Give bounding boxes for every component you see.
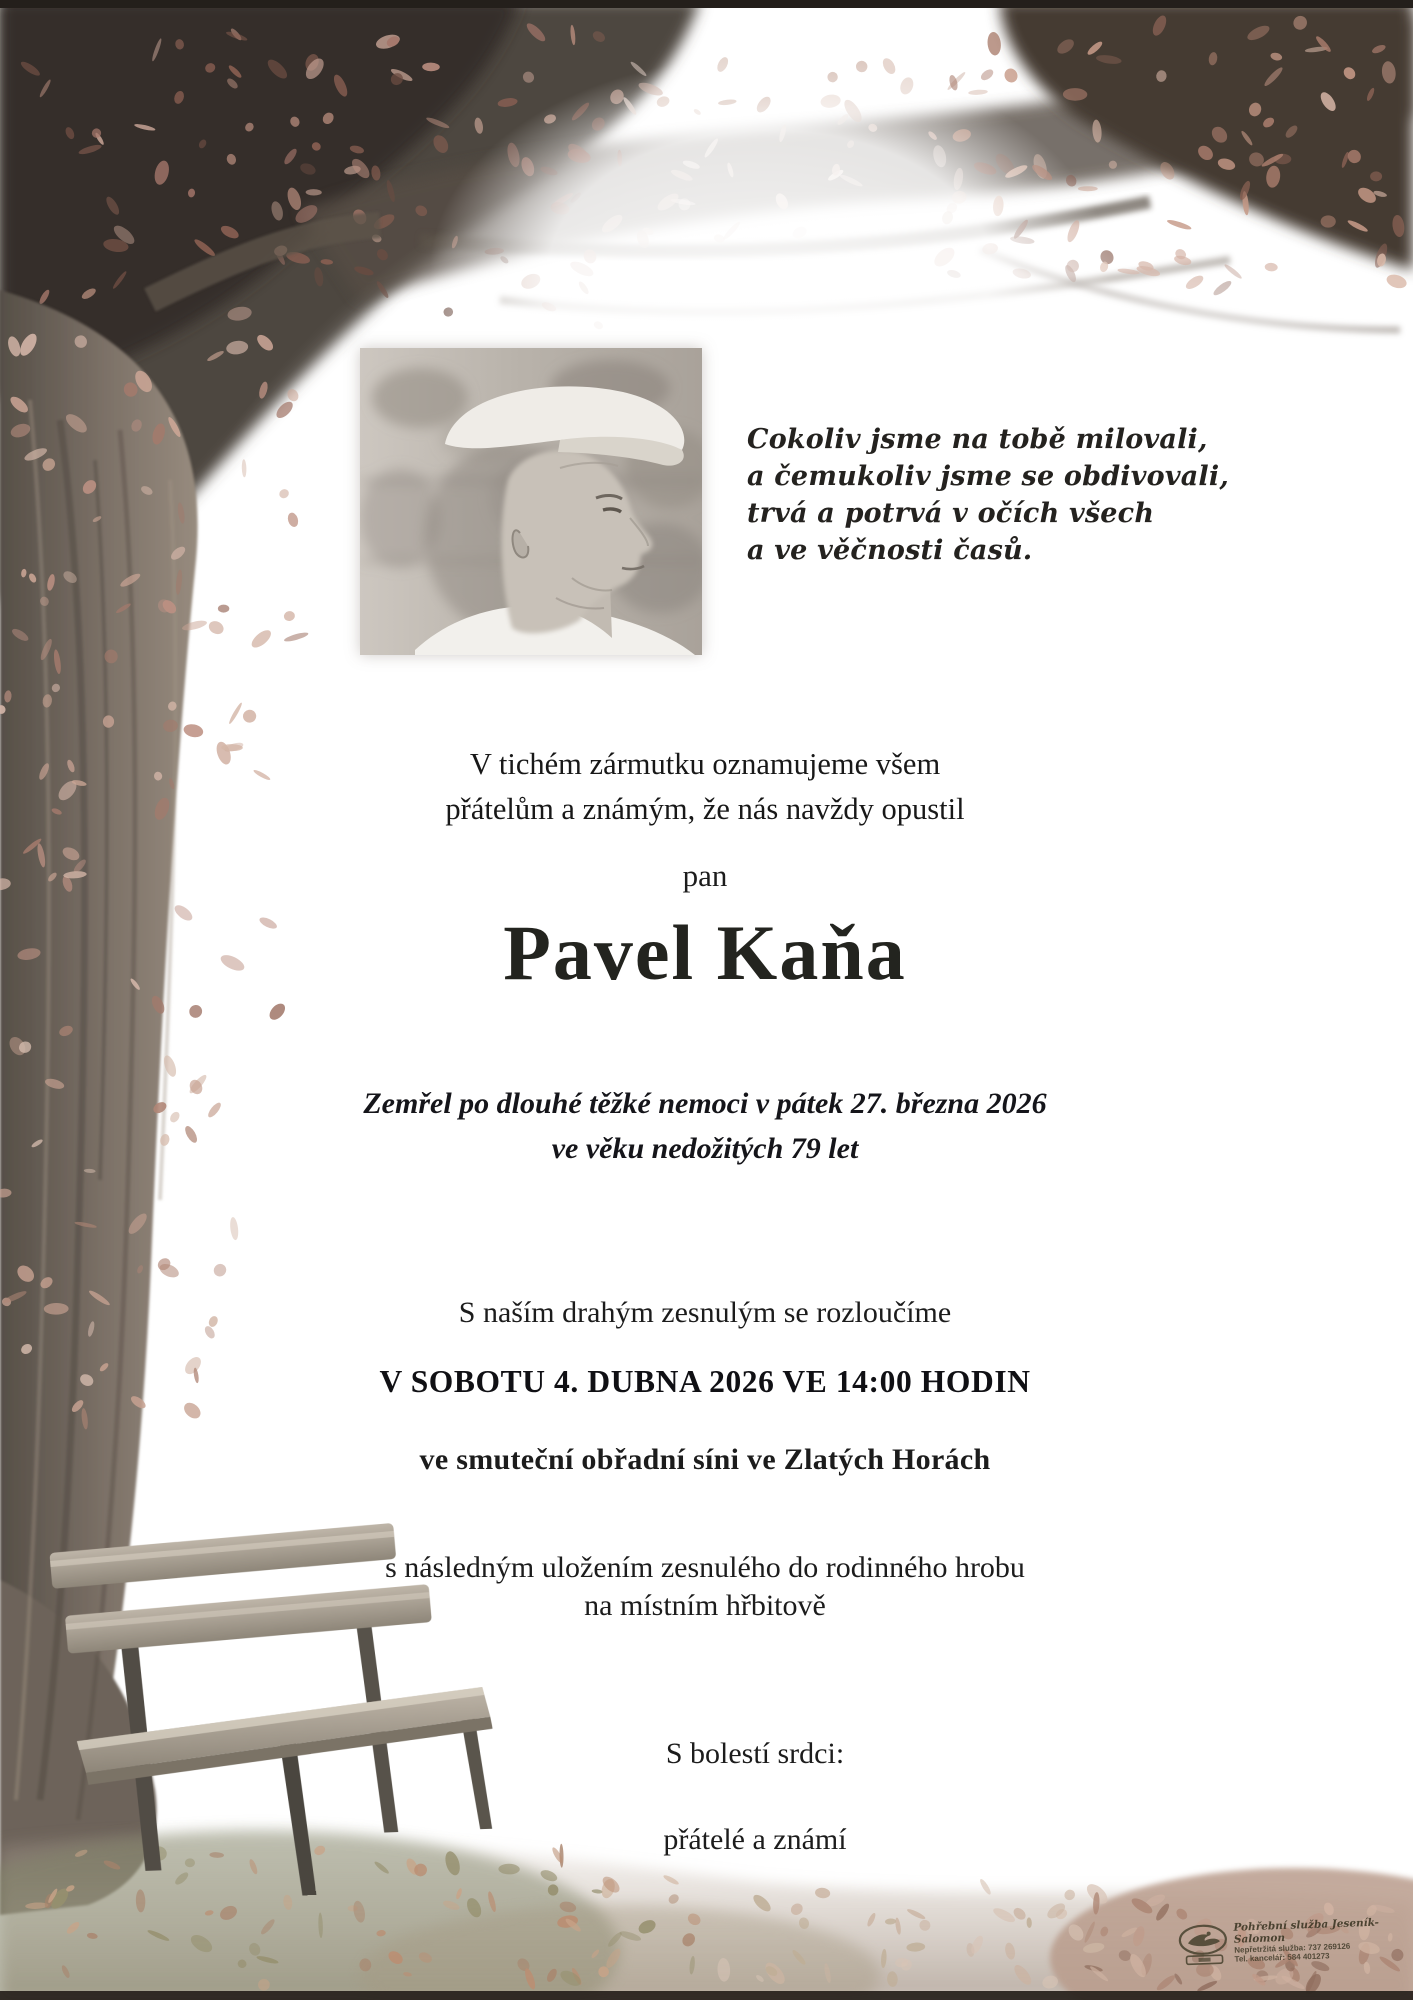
memorial-quote bbox=[747, 421, 1267, 569]
quote-line: trvá a potrvá v očích všech bbox=[747, 498, 1155, 529]
deceased-name: Pavel Kaňa bbox=[503, 909, 907, 996]
quote-line: Cokoliv jsme na tobě milovali, bbox=[747, 424, 1208, 455]
funeral-home-office-phone: Tel. kancelář: 584 401273 bbox=[1234, 1951, 1330, 1965]
death-details-line: Zemřel po dlouhé těžké nemoci v pátek 27. března 2026 bbox=[363, 1087, 1047, 1120]
scan-border-top bbox=[0, 0, 1413, 8]
closing-grief-line: S bolestí srdci: bbox=[665, 1737, 845, 1770]
burial-details bbox=[20, 1549, 1390, 1625]
burial-line: s následným uložením zesnulého do rodinného hrobu bbox=[385, 1551, 1025, 1584]
burial-line: na místním hřbitově bbox=[584, 1589, 826, 1622]
scan-border-bottom bbox=[0, 1991, 1413, 2000]
portrait-photo-image bbox=[360, 348, 702, 655]
funeral-home-name: Pohřební služba Jeseník-Salomon bbox=[1233, 1916, 1380, 1946]
death-details-line: ve věku nedožitých 79 let bbox=[551, 1132, 859, 1165]
death-details bbox=[20, 1081, 1390, 1171]
farewell-intro: S naším drahým zesnulým se rozloučíme bbox=[458, 1296, 952, 1329]
funeral-home-service-phone: Nepřetržitá služba: 737 269126 bbox=[1234, 1941, 1351, 1955]
announcement-line: V tichém zármutku oznamujeme všem bbox=[469, 747, 941, 781]
mourners-line: přátelé a známí bbox=[663, 1823, 847, 1856]
announcement-text bbox=[20, 742, 1390, 832]
funeral-home-logo-icon bbox=[1177, 1922, 1231, 1968]
funeral-home-stamp bbox=[1177, 1916, 1388, 1967]
quote-line: a ve věčnosti časů. bbox=[747, 535, 1033, 566]
portrait-photo bbox=[360, 348, 702, 655]
salutation: pan bbox=[682, 858, 728, 893]
farewell-datetime: V SOBOTU 4. DUBNA 2026 VE 14:00 HODIN bbox=[379, 1364, 1031, 1399]
quote-line: a čemukoliv jsme se obdivovali, bbox=[747, 461, 1229, 492]
farewell-venue: ve smuteční obřadní síni ve Zlatých Horách bbox=[419, 1443, 991, 1476]
announcement-line: přátelům a známým, že nás navždy opustil bbox=[445, 792, 965, 826]
